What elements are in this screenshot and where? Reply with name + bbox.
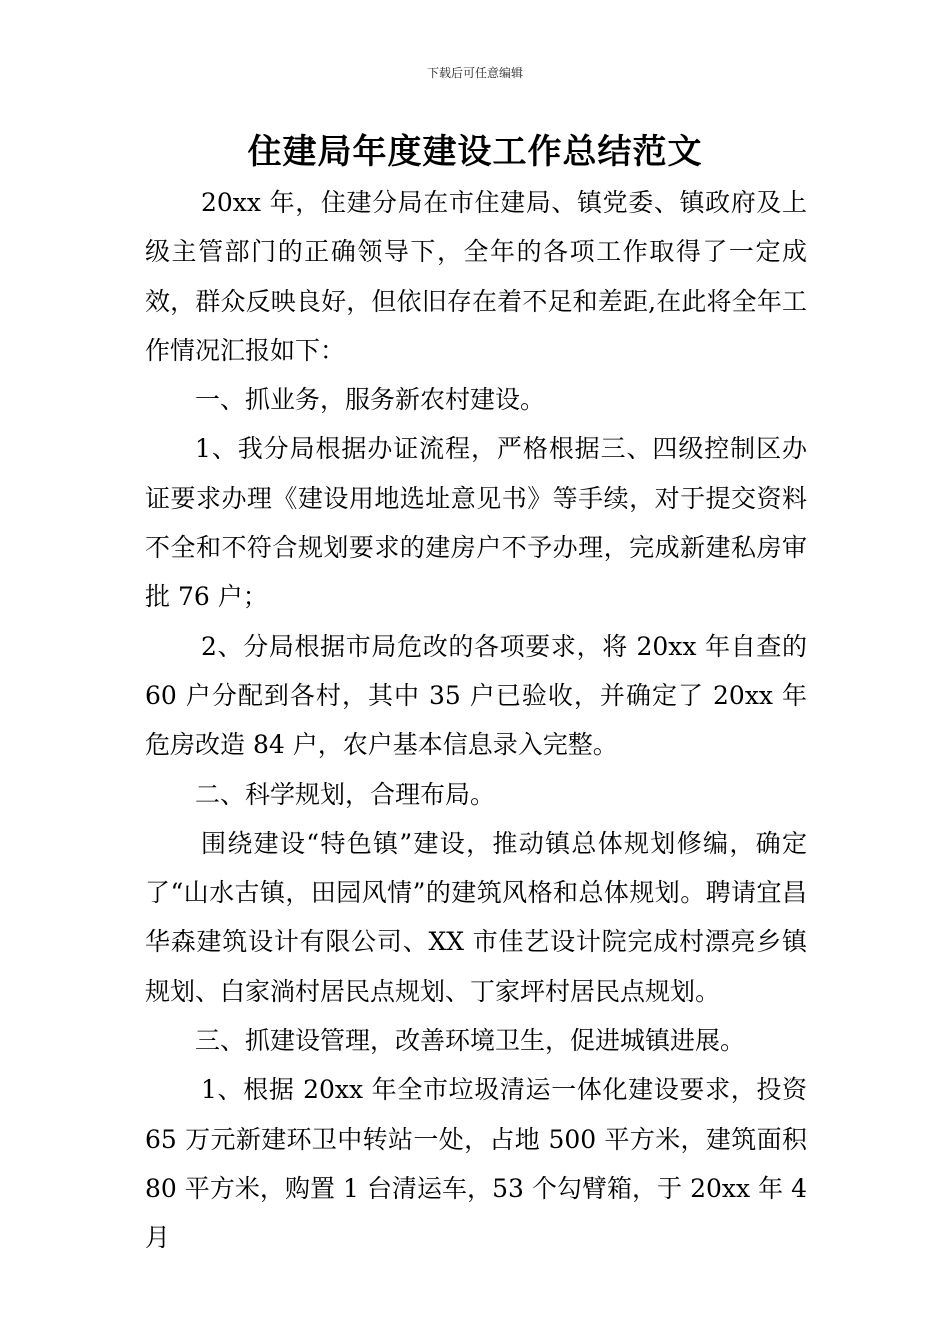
section-heading-2: 二、科学规划，合理布局。: [195, 779, 496, 809]
document-body: [145, 178, 807, 1263]
section-heading-3: 三、抓建设管理，改善环境卫生，促进城镇进展。: [195, 1026, 746, 1056]
header-note: 下载后可任意编辑: [426, 66, 523, 80]
section-heading-1: 一、抓业务，服务新农村建设。: [195, 385, 546, 415]
paragraph-3-1: 1、根据 20xx 年全市垃圾清运一体化建设要求，投资 65 万元新建环卫中转站一处，占地 500 平方米，建筑面积 80 平方米，购置 1 台清运车，53 个勾臂箱，于 20xx 年 4 月: [145, 1075, 807, 1253]
document-title: 住建局年度建设工作总结范文: [247, 132, 703, 172]
paragraph-1-2: 2、分局根据市局危改的各项要求，将 20xx 年自查的 60 户分配到各村，其中 35 户已验收，并确定了 20xx 年危房改造 84 户，农户基本信息录入完整。: [145, 631, 807, 760]
paragraph-intro: 20xx 年，住建分局在市住建局、镇党委、镇政府及上级主管部门的正确领导下，全年的各项工作取得了一定成效，群众反映良好，但依旧存在着不足和差距,在此将全年工作情况汇报如下：: [145, 188, 807, 365]
paragraph-2-1: 围绕建设“特色镇”建设，推动镇总体规划修编，确定了“山水古镇，田园风情”的建筑风格和总体规划。聘请宜昌华森建筑设计有限公司、XX 市佳艺设计院完成村漂亮乡镇规划、白家淌村居民点规划、丁家坪村居民点规划。: [145, 828, 807, 1006]
paragraph-1-1: 1、我分局根据办证流程，严格根据三、四级控制区办证要求办理《建设用地选址意见书》等手续，对于提交资料不全和不符合规划要求的建房户不予办理，完成新建私房审批 76 户；: [145, 434, 807, 612]
